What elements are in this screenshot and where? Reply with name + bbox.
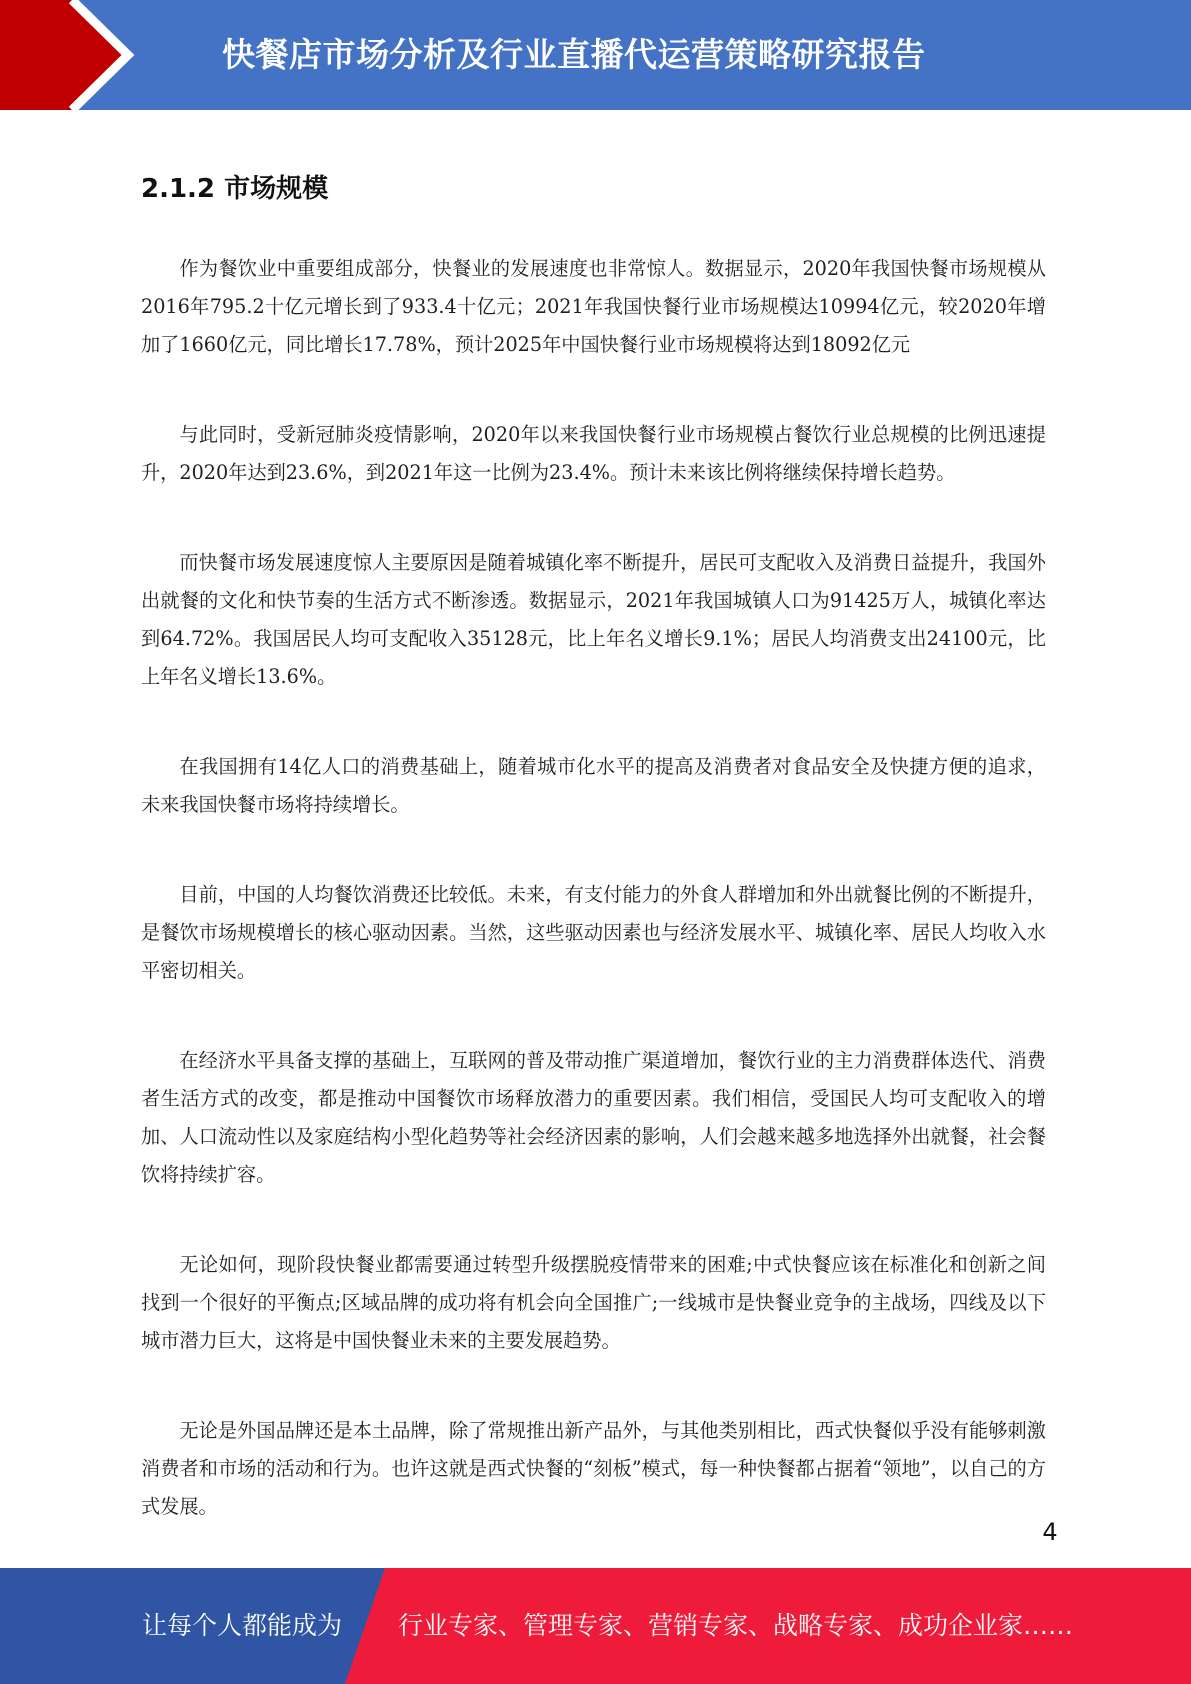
report-title: 快餐店市场分析及行业直播代运营策略研究报告: [222, 35, 926, 74]
body-content: [141, 250, 1046, 1578]
paragraph: 在我国拥有14亿人口的消费基础上，随着城市化水平的提高及消费者对食品安全及快捷方便的追求，未来我国快餐市场将持续增长。: [141, 755, 1046, 816]
paragraph: 在经济水平具备支撑的基础上，互联网的普及带动推广渠道增加，餐饮行业的主力消费群体迭代、消费者生活方式的改变，都是推动中国餐饮市场释放潜力的重要因素。我们相信，受国民人均可支配收入的增加、人口流动性以及家庭结构小型化趋势等社会经济因素的影响，人们会越来越多地选择外出就餐，社会餐饮将持续扩容。: [141, 1049, 1046, 1186]
footer-slogan-right: 行业专家、管理专家、营销专家、战略专家、成功企业家……: [398, 1611, 1074, 1640]
paragraph: 无论是外国品牌还是本土品牌，除了常规推出新产品外，与其他类别相比，西式快餐似乎没有能够刺激消费者和市场的活动和行为。也许这就是西式快餐的“刻板”模式，每一种快餐都占据着“领地”，以自己的方式发展。: [141, 1419, 1046, 1518]
page-footer: [0, 1568, 1191, 1684]
page-header: [0, 0, 1191, 110]
paragraph: 与此同时，受新冠肺炎疫情影响，2020年以来我国快餐行业市场规模占餐饮行业总规模的比例迅速提升，2020年达到23.6%，到2021年这一比例为23.4%。预计未来该比例将继续保持增长趋势。: [141, 423, 1046, 484]
paragraph: 目前，中国的人均餐饮消费还比较低。未来，有支付能力的外食人群增加和外出就餐比例的不断提升，是餐饮市场规模增长的核心驱动因素。当然，这些驱动因素也与经济发展水平、城镇化率、居民人均收入水平密切相关。: [141, 883, 1046, 982]
chevron-arrow-icon: [0, 0, 160, 110]
footer-slogan-left: 让每个人都能成为: [142, 1611, 343, 1640]
page-number: 4: [1042, 1518, 1058, 1546]
section-heading: 2.1.2 市场规模: [141, 174, 329, 204]
paragraph: 而快餐市场发展速度惊人主要原因是随着城镇化率不断提升，居民可支配收入及消费日益提升，我国外出就餐的文化和快节奏的生活方式不断渗透。数据显示，2021年我国城镇人口为91425万人，城镇化率达到64.72%。我国居民人均可支配收入35128元，比上年名义增长9.1%；居民人均消费支出24100元，比上年名义增长13.6%。: [141, 551, 1046, 688]
paragraph: 作为餐饮业中重要组成部分，快餐业的发展速度也非常惊人。数据显示，2020年我国快餐市场规模从2016年795.2十亿元增长到了933.4十亿元；2021年我国快餐行业市场规模达10994亿元，较2020年增加了1660亿元，同比增长17.78%，预计2025年中国快餐行业市场规模将达到18092亿元: [141, 257, 1046, 356]
paragraph: 无论如何，现阶段快餐业都需要通过转型升级摆脱疫情带来的困难;中式快餐应该在标准化和创新之间找到一个很好的平衡点;区域品牌的成功将有机会向全国推广;一线城市是快餐业竞争的主战场，四线及以下城市潜力巨大，这将是中国快餐业未来的主要发展趋势。: [141, 1253, 1046, 1352]
